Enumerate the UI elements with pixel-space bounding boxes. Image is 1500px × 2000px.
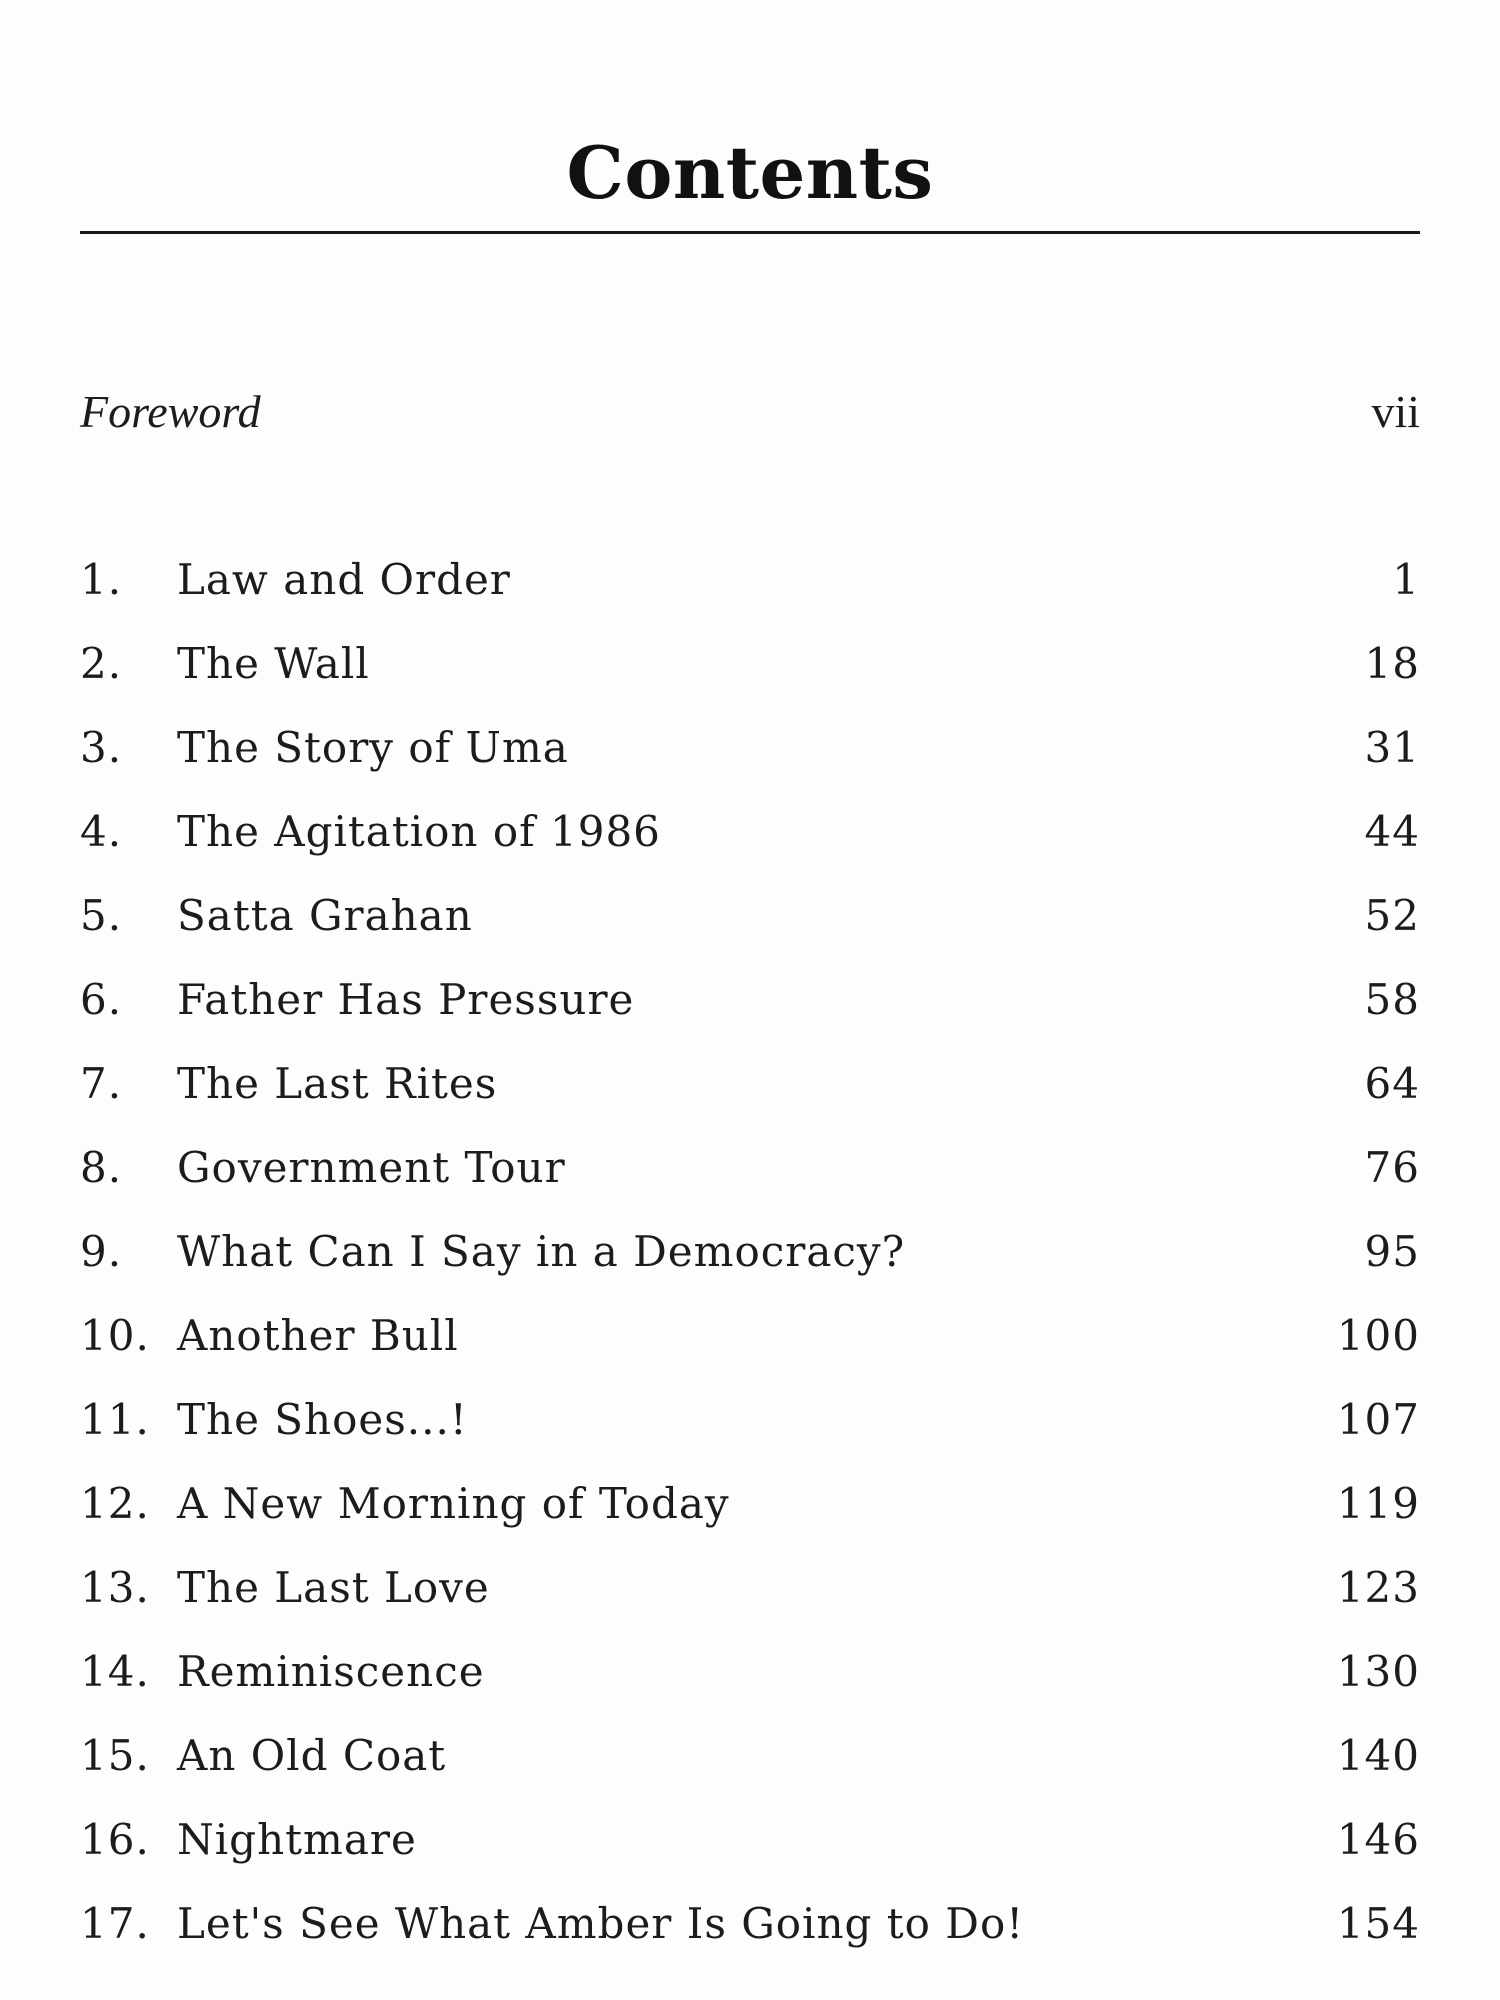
foreword-label: Foreword bbox=[80, 386, 261, 437]
chapter-title: The Last Rites bbox=[177, 1059, 498, 1108]
chapter-page-number: 52 bbox=[1364, 891, 1420, 940]
chapter-page-number: 1 bbox=[1392, 555, 1420, 604]
chapter-page-number: 130 bbox=[1336, 1647, 1420, 1696]
chapter-title: Reminiscence bbox=[177, 1647, 485, 1696]
chapter-entry bbox=[80, 634, 1420, 718]
chapter-number: 2. bbox=[80, 639, 123, 688]
chapter-entry bbox=[80, 1390, 1420, 1474]
chapter-page-number: 140 bbox=[1336, 1731, 1420, 1780]
chapter-page-number: 154 bbox=[1336, 1899, 1420, 1948]
chapter-entry bbox=[80, 802, 1420, 886]
chapter-title: Satta Grahan bbox=[177, 891, 473, 940]
chapter-entry bbox=[80, 718, 1420, 802]
chapter-title: An Old Coat bbox=[177, 1731, 447, 1780]
chapter-title: Let's See What Amber Is Going to Do! bbox=[177, 1899, 1025, 1948]
chapter-number: 17. bbox=[80, 1899, 150, 1948]
chapter-number: 15. bbox=[80, 1731, 150, 1780]
chapter-entry bbox=[80, 550, 1420, 634]
chapter-page-number: 107 bbox=[1336, 1395, 1420, 1444]
chapter-page-number: 76 bbox=[1364, 1143, 1420, 1192]
chapter-title: The Wall bbox=[177, 639, 370, 688]
chapter-entry bbox=[80, 1138, 1420, 1222]
page-title: Contents bbox=[566, 130, 934, 215]
chapter-page-number: 95 bbox=[1364, 1227, 1420, 1276]
chapter-page-number: 100 bbox=[1336, 1311, 1420, 1360]
chapter-entry bbox=[80, 1222, 1420, 1306]
chapter-page-number: 64 bbox=[1364, 1059, 1420, 1108]
chapter-page-number: 58 bbox=[1364, 975, 1420, 1024]
chapter-page-number: 123 bbox=[1336, 1563, 1420, 1612]
chapter-number: 9. bbox=[80, 1227, 123, 1276]
chapter-entry bbox=[80, 1306, 1420, 1390]
chapter-title: A New Morning of Today bbox=[177, 1479, 730, 1528]
chapter-number: 14. bbox=[80, 1647, 150, 1696]
chapter-title: Government Tour bbox=[177, 1143, 566, 1192]
foreword-page-number: vii bbox=[1371, 386, 1420, 437]
chapter-number: 13. bbox=[80, 1563, 150, 1612]
chapter-entry bbox=[80, 1726, 1420, 1810]
chapter-title: The Story of Uma bbox=[177, 723, 569, 772]
chapter-page-number: 31 bbox=[1364, 723, 1420, 772]
chapter-entry bbox=[80, 1810, 1420, 1894]
chapter-number: 6. bbox=[80, 975, 123, 1024]
chapter-title: Law and Order bbox=[177, 555, 511, 604]
chapter-number: 10. bbox=[80, 1311, 150, 1360]
chapter-number: 8. bbox=[80, 1143, 123, 1192]
chapter-title: The Shoes...! bbox=[177, 1395, 468, 1444]
chapter-page-number: 119 bbox=[1336, 1479, 1420, 1528]
chapter-entry bbox=[80, 886, 1420, 970]
chapter-entry bbox=[80, 1558, 1420, 1642]
chapter-number: 11. bbox=[80, 1395, 150, 1444]
chapter-title: The Agitation of 1986 bbox=[177, 807, 661, 856]
chapter-entry bbox=[80, 970, 1420, 1054]
chapter-number: 4. bbox=[80, 807, 123, 856]
chapter-title: Nightmare bbox=[177, 1815, 417, 1864]
chapter-page-number: 146 bbox=[1336, 1815, 1420, 1864]
chapter-number: 3. bbox=[80, 723, 123, 772]
chapter-number: 7. bbox=[80, 1059, 123, 1108]
chapter-title: What Can I Say in a Democracy? bbox=[177, 1227, 906, 1276]
chapter-number: 5. bbox=[80, 891, 123, 940]
chapter-title: Father Has Pressure bbox=[177, 975, 635, 1024]
chapter-number: 1. bbox=[80, 555, 123, 604]
chapter-number: 16. bbox=[80, 1815, 150, 1864]
chapter-entry bbox=[80, 1894, 1420, 1978]
table-of-contents bbox=[80, 550, 1420, 1978]
chapter-page-number: 18 bbox=[1364, 639, 1420, 688]
chapter-number: 12. bbox=[80, 1479, 150, 1528]
title-rule bbox=[80, 231, 1420, 234]
chapter-entry bbox=[80, 1642, 1420, 1726]
chapter-title: Another Bull bbox=[177, 1311, 459, 1360]
chapter-page-number: 44 bbox=[1364, 807, 1420, 856]
chapter-entry bbox=[80, 1054, 1420, 1138]
chapter-entry bbox=[80, 1474, 1420, 1558]
foreword-entry bbox=[80, 382, 1420, 442]
chapter-title: The Last Love bbox=[177, 1563, 490, 1612]
